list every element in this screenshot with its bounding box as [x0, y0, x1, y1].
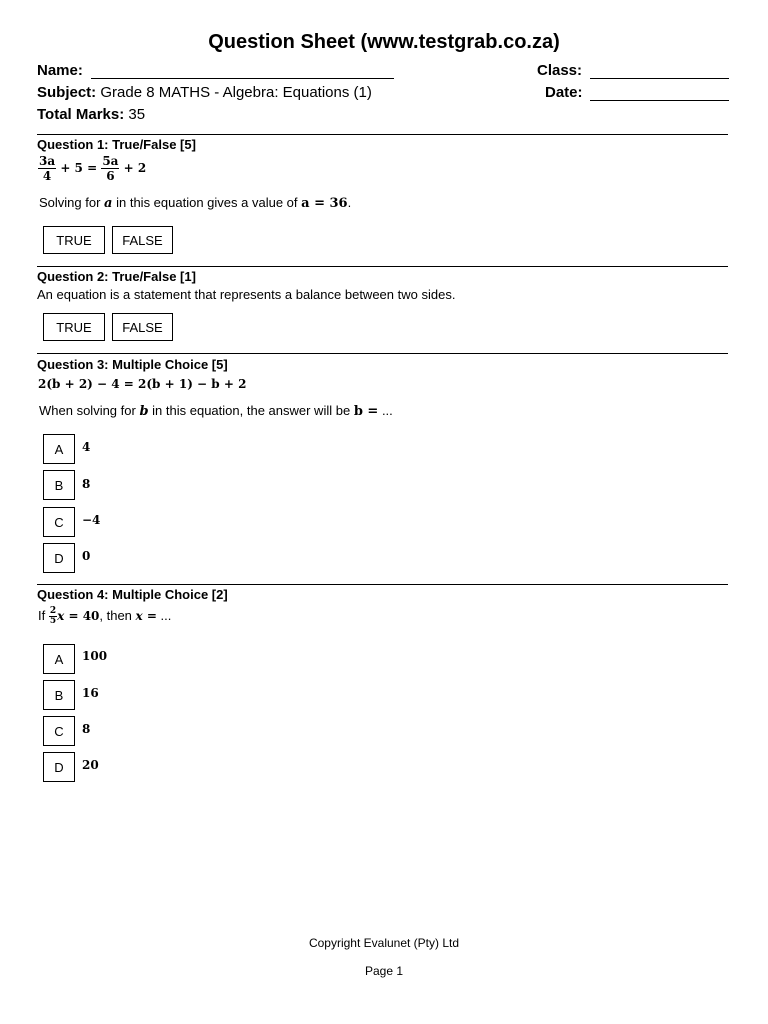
- q3-option-a-value: 4: [82, 440, 91, 454]
- q4-option-c-value: 8: [82, 722, 91, 736]
- q4-option-a-value: 100: [82, 649, 108, 663]
- question-3-equation: 2(b + 2) − 4 = 2(b + 1) − b + 2: [38, 377, 247, 391]
- divider: [37, 266, 728, 267]
- q3-option-d-button[interactable]: D: [43, 543, 75, 573]
- class-field[interactable]: [590, 78, 729, 79]
- page-number: Page 1: [364, 964, 404, 978]
- q4-option-d-value: 20: [82, 758, 99, 772]
- name-label: Name:: [37, 62, 83, 79]
- q1-false-button[interactable]: FALSE: [112, 226, 173, 254]
- page-title: Question Sheet (www.testgrab.co.za): [208, 31, 560, 53]
- total-marks-label: Total Marks:: [37, 106, 125, 123]
- question-2-text: An equation is a statement that represents a balance between two sides.: [37, 287, 456, 302]
- total-marks-value: 35: [128, 106, 146, 123]
- q4-option-c-button[interactable]: C: [43, 716, 75, 746]
- question-1-title: Question 1: True/False [5]: [37, 137, 196, 152]
- date-label: Date:: [545, 84, 583, 101]
- question-4-text: If $\frac{2}{5}$ x = 40, then x = ...: [38, 606, 172, 626]
- total-marks-row: [37, 106, 145, 123]
- q4-option-b-value: 16: [82, 686, 99, 700]
- question-3-text: When solving for b in this equation, the answer will be b = ...: [39, 403, 393, 419]
- divider: [37, 584, 728, 585]
- q2-true-button[interactable]: TRUE: [43, 313, 105, 341]
- class-label: Class:: [537, 62, 583, 79]
- q2-false-button[interactable]: FALSE: [112, 313, 173, 341]
- q3-option-b-button[interactable]: B: [43, 470, 75, 500]
- q3-option-a-button[interactable]: A: [43, 434, 75, 464]
- q1-true-button[interactable]: TRUE: [43, 226, 105, 254]
- q4-option-b-button[interactable]: B: [43, 680, 75, 710]
- subject-label: Subject:: [37, 84, 97, 101]
- divider: [37, 134, 728, 135]
- question-2-title: Question 2: True/False [1]: [37, 269, 196, 284]
- question-1-equation: $\frac{3a}{4}$ + 5 = $\frac{5a}{6}$ + 2: [39, 154, 147, 183]
- copyright-text: Copyright Evalunet (Pty) Ltd: [308, 936, 460, 950]
- q3-option-c-button[interactable]: C: [43, 507, 75, 537]
- q4-option-a-button[interactable]: A: [43, 644, 75, 674]
- q4-option-d-button[interactable]: D: [43, 752, 75, 782]
- subject-row: [37, 84, 372, 101]
- subject-value: Grade 8 MATHS - Algebra: Equations (1): [100, 84, 372, 101]
- divider: [37, 353, 728, 354]
- name-field[interactable]: [91, 78, 394, 79]
- q3-option-d-value: 0: [82, 549, 91, 563]
- date-field[interactable]: [590, 100, 729, 101]
- question-4-title: Question 4: Multiple Choice [2]: [37, 587, 228, 602]
- question-1-text: Solving for a in this equation gives a value of a = 36.: [39, 195, 352, 211]
- q3-option-b-value: 8: [82, 477, 91, 491]
- question-3-title: Question 3: Multiple Choice [5]: [37, 357, 228, 372]
- q3-option-c-value: −4: [82, 513, 101, 527]
